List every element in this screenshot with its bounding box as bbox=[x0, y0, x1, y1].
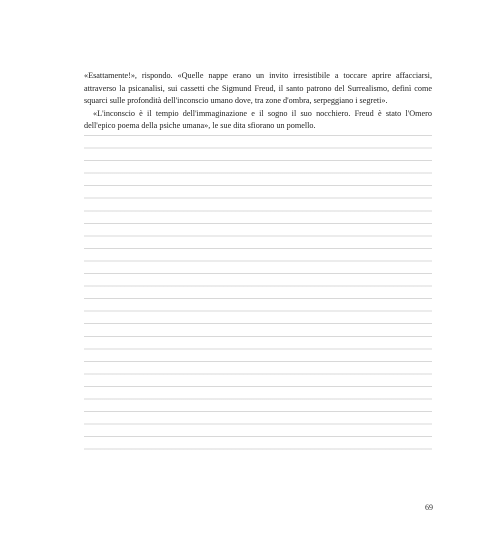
body-text bbox=[84, 70, 432, 461]
page-number: 69 bbox=[425, 503, 433, 512]
paragraph: «Esattamente!», rispondo. «Quelle nappe erano un invito irresistibile a toccare aprire affacciarsi, attraverso la psicanalisi, sui cassetti che Sigmund Freud, il santo patrono del Surrealismo, definì come squarci sulle profondità dell'inconscio umano dove, tra zone d'ombra, serpeggiano i segreti». bbox=[84, 71, 432, 106]
paragraph: «L'inconscio è il tempio dell'immaginazione e il sogno il suo nocchiero. Freud è stato l'Omero dell'epico poema della psiche umana», le sue dita sfiorano un pomello. bbox=[84, 108, 432, 131]
unreadable-text-placeholder bbox=[84, 135, 432, 461]
